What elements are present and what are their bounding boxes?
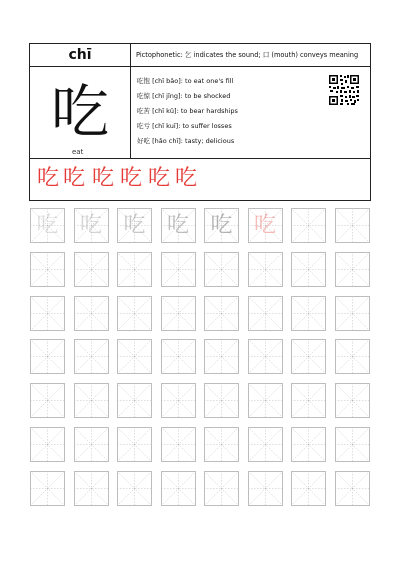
practice-cell[interactable] <box>204 427 239 462</box>
cell-guide <box>248 383 283 418</box>
cell-guide <box>291 296 326 331</box>
cell-guide <box>30 471 65 506</box>
practice-cell[interactable] <box>291 208 326 243</box>
cell-guide <box>74 471 109 506</box>
practice-cell[interactable] <box>291 252 326 287</box>
practice-cell[interactable] <box>74 208 109 243</box>
practice-cell[interactable] <box>117 339 152 374</box>
tracing-character: 吃 <box>210 213 233 238</box>
practice-cell[interactable] <box>204 296 239 331</box>
practice-cell[interactable] <box>30 427 65 462</box>
practice-cell[interactable] <box>204 339 239 374</box>
cell-guide <box>74 339 109 374</box>
cell-guide <box>161 252 196 287</box>
practice-cell[interactable] <box>161 427 196 462</box>
practice-cell[interactable] <box>74 471 109 506</box>
practice-cell[interactable] <box>291 427 326 462</box>
cell-guide <box>291 208 326 243</box>
cell-guide <box>117 427 152 462</box>
cell-guide <box>204 427 239 462</box>
cell-guide <box>291 427 326 462</box>
cell-guide <box>204 471 239 506</box>
cell-guide <box>335 471 370 506</box>
practice-cell[interactable] <box>30 383 65 418</box>
practice-cell[interactable] <box>248 339 283 374</box>
tracing-character: 吃 <box>79 213 102 238</box>
example-word: 好吃 [hǎo chī]: tasty; delicious <box>137 137 235 145</box>
cell-guide <box>161 339 196 374</box>
practice-cell[interactable] <box>30 296 65 331</box>
practice-cell[interactable] <box>74 383 109 418</box>
cell-guide <box>74 427 109 462</box>
cell-guide <box>161 427 196 462</box>
main-character: 吃 <box>50 78 109 146</box>
stroke-step: 吃 <box>36 166 59 191</box>
cell-guide <box>248 296 283 331</box>
example-word: 吃亏 [chī kuī]: to suffer losses <box>137 122 232 130</box>
practice-cell[interactable] <box>74 252 109 287</box>
practice-cell[interactable] <box>335 252 370 287</box>
cell-guide <box>161 383 196 418</box>
practice-cell[interactable] <box>117 252 152 287</box>
cell-guide <box>74 252 109 287</box>
practice-cell[interactable] <box>291 471 326 506</box>
cell-guide <box>335 339 370 374</box>
practice-cell[interactable] <box>117 208 152 243</box>
practice-cell[interactable] <box>204 471 239 506</box>
practice-cell[interactable] <box>161 252 196 287</box>
cell-guide <box>335 296 370 331</box>
cell-guide <box>335 383 370 418</box>
cell-guide <box>117 296 152 331</box>
practice-cell[interactable] <box>335 427 370 462</box>
practice-cell[interactable] <box>248 208 283 243</box>
example-word: 吃惊 [chī jīng]: to be shocked <box>137 92 231 100</box>
cell-guide <box>117 339 152 374</box>
cell-guide <box>248 252 283 287</box>
stroke-step: 吃 <box>62 166 85 191</box>
practice-cell[interactable] <box>291 296 326 331</box>
practice-cell[interactable] <box>74 296 109 331</box>
cell-guide <box>30 339 65 374</box>
cell-guide <box>117 252 152 287</box>
stroke-step: 吃 <box>91 166 114 191</box>
practice-cell[interactable] <box>30 471 65 506</box>
practice-cell[interactable] <box>161 471 196 506</box>
practice-cell[interactable] <box>204 383 239 418</box>
practice-cell[interactable] <box>335 383 370 418</box>
cell-guide <box>248 339 283 374</box>
practice-cell[interactable] <box>248 383 283 418</box>
cell-guide <box>74 296 109 331</box>
pinyin: chī <box>68 47 92 63</box>
cell-guide <box>291 252 326 287</box>
practice-cell[interactable] <box>117 296 152 331</box>
practice-cell[interactable] <box>335 339 370 374</box>
english-meaning: eat <box>72 148 84 156</box>
tracing-character: 吃 <box>166 213 189 238</box>
cell-guide <box>117 471 152 506</box>
stroke-step: 吃 <box>119 166 142 191</box>
practice-cell[interactable] <box>74 339 109 374</box>
practice-cell[interactable] <box>204 208 239 243</box>
cell-guide <box>30 427 65 462</box>
stroke-step: 吃 <box>147 166 170 191</box>
cell-guide <box>291 471 326 506</box>
stroke-order-row <box>30 158 370 200</box>
practice-cell[interactable] <box>335 208 370 243</box>
practice-cell[interactable] <box>248 296 283 331</box>
cell-guide <box>335 427 370 462</box>
character-card <box>29 43 371 201</box>
cell-guide <box>74 383 109 418</box>
stroke-step: 吃 <box>174 166 197 191</box>
cell-guide <box>117 383 152 418</box>
card-divider <box>130 44 131 158</box>
cell-guide <box>161 296 196 331</box>
tracing-character: 吃 <box>123 213 146 238</box>
practice-cell[interactable] <box>335 296 370 331</box>
cell-guide <box>204 296 239 331</box>
practice-cell[interactable] <box>204 252 239 287</box>
practice-cell[interactable] <box>248 252 283 287</box>
cell-guide <box>204 339 239 374</box>
cell-guide <box>30 296 65 331</box>
example-word: 吃苦 [chī kǔ]: to bear hardships <box>137 107 238 115</box>
cell-guide <box>335 208 370 243</box>
practice-cell[interactable] <box>117 471 152 506</box>
practice-cell[interactable] <box>161 208 196 243</box>
cell-guide <box>204 383 239 418</box>
cell-guide <box>291 383 326 418</box>
tracing-character: 吃 <box>36 213 59 238</box>
cell-guide <box>291 339 326 374</box>
practice-cell[interactable] <box>335 471 370 506</box>
cell-guide <box>161 471 196 506</box>
practice-cell[interactable] <box>248 427 283 462</box>
practice-cell[interactable] <box>248 471 283 506</box>
cell-guide <box>204 252 239 287</box>
practice-cell[interactable] <box>161 296 196 331</box>
qr-code-icon[interactable] <box>328 74 360 106</box>
practice-cell[interactable] <box>291 339 326 374</box>
cell-guide <box>30 383 65 418</box>
practice-cell[interactable] <box>291 383 326 418</box>
practice-cell[interactable] <box>74 427 109 462</box>
practice-cell[interactable] <box>161 339 196 374</box>
practice-cell[interactable] <box>30 339 65 374</box>
etymology-note: Pictophonetic: 乞 indicates the sound; 口 (mouth) conveys meaning <box>136 51 359 59</box>
practice-cell[interactable] <box>117 383 152 418</box>
practice-cell[interactable] <box>117 427 152 462</box>
cell-guide <box>248 427 283 462</box>
practice-cell[interactable] <box>30 252 65 287</box>
cell-guide <box>335 252 370 287</box>
practice-cell[interactable] <box>30 208 65 243</box>
cell-guide <box>30 252 65 287</box>
practice-cell[interactable] <box>161 383 196 418</box>
example-words <box>137 74 238 149</box>
example-word: 吃饱 [chī bǎo]: to eat one's fill <box>137 77 234 85</box>
tracing-character: 吃 <box>253 213 276 238</box>
cell-guide <box>248 471 283 506</box>
